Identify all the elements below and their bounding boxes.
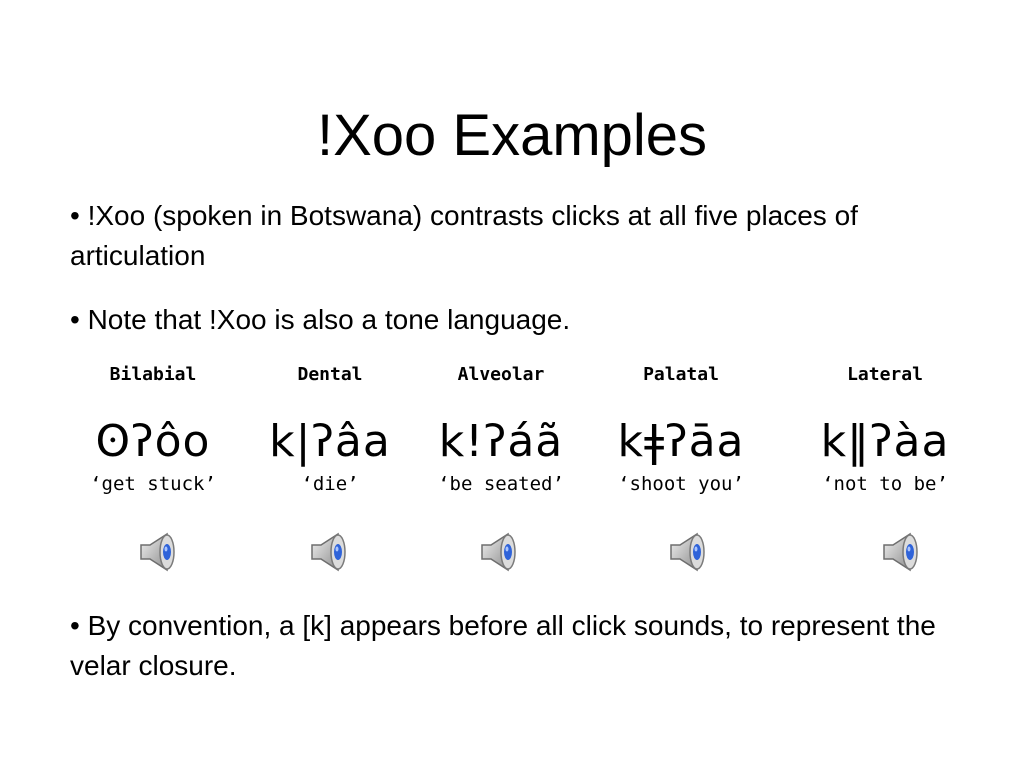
bullet-point-velar-closure: • By convention, a [k] appears before all click sounds, to represent the velar closure. bbox=[70, 610, 936, 681]
speaker-icon[interactable] bbox=[137, 530, 183, 574]
example-word-lateral: k‖ʔàa bbox=[820, 416, 950, 467]
slide-title: !Xoo Examples bbox=[316, 103, 708, 168]
bullet-point-tone-language: • Note that !Xoo is also a tone language. bbox=[70, 304, 571, 335]
example-gloss-bilabial: ‘get stuck’ bbox=[90, 473, 216, 495]
example-gloss-lateral: ‘not to be’ bbox=[822, 473, 948, 495]
place-label-palatal: Palatal bbox=[643, 364, 719, 385]
example-word-bilabial: ʘʔôo bbox=[95, 416, 211, 467]
place-label-bilabial: Bilabial bbox=[109, 364, 197, 385]
bullet-point-botswana: • !Xoo (spoken in Botswana) contrasts clicks at all five places of articulation bbox=[70, 200, 858, 271]
place-label-dental: Dental bbox=[297, 364, 363, 385]
example-column-bilabial bbox=[63, 360, 243, 498]
example-gloss-dental: ‘die’ bbox=[301, 473, 359, 495]
example-word-dental: k|ʔâa bbox=[269, 416, 391, 467]
example-column-alveolar bbox=[411, 360, 591, 498]
example-column-lateral bbox=[795, 360, 975, 498]
example-word-palatal: kǂʔāa bbox=[617, 416, 745, 467]
example-word-alveolar: k!ʔáã bbox=[438, 416, 564, 467]
example-gloss-palatal: ‘shoot you’ bbox=[618, 473, 744, 495]
speaker-icon[interactable] bbox=[308, 530, 354, 574]
speaker-icon[interactable] bbox=[667, 530, 713, 574]
speaker-icon[interactable] bbox=[880, 530, 926, 574]
speaker-icon[interactable] bbox=[478, 530, 524, 574]
example-column-dental bbox=[240, 360, 420, 498]
example-gloss-alveolar: ‘be seated’ bbox=[438, 473, 564, 495]
place-label-alveolar: Alveolar bbox=[457, 364, 545, 385]
example-column-palatal bbox=[591, 360, 771, 498]
place-label-lateral: Lateral bbox=[847, 364, 923, 385]
